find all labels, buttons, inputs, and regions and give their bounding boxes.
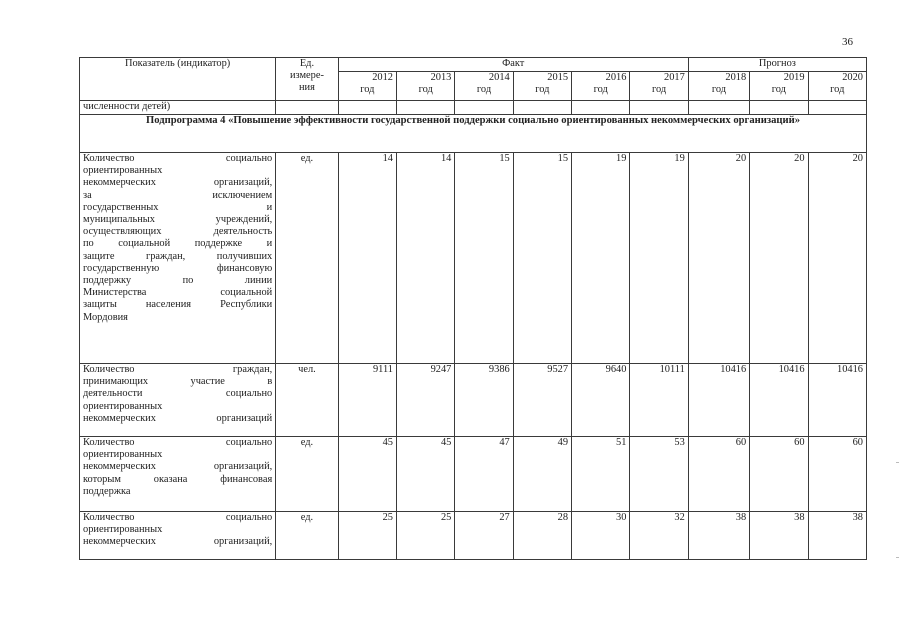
header-year-5: 2017 год: [630, 72, 688, 101]
unit-cell: ед.: [276, 437, 338, 512]
value-cell: 15: [455, 153, 513, 364]
carryover-row: [80, 101, 867, 115]
value-cell: 9640: [572, 364, 630, 437]
value-cell: 49: [513, 437, 571, 512]
header-year-1: 2013 год: [396, 72, 454, 101]
indicator-name: Количество социально ориентированных некоммерческих организаций, за исключением государственных и муниципальных учреждений, осуществляющих деятельность по социальной поддержке и защите граждан, получивших государственную финансовую поддержку по линии Министерства социальной защиты населения Республики Мордовия: [80, 153, 276, 364]
value-cell: 9386: [455, 364, 513, 437]
value-cell: 60: [808, 437, 866, 512]
value-cell: 10416: [808, 364, 866, 437]
data-rows: [80, 153, 867, 560]
table-row: [80, 512, 867, 560]
page-number: 36: [842, 36, 853, 48]
value-cell: 9247: [396, 364, 454, 437]
value-cell: 10416: [688, 364, 749, 437]
value-cell: 10111: [630, 364, 688, 437]
header-indicator: Показатель (индикатор): [80, 58, 276, 101]
value-cell: 9527: [513, 364, 571, 437]
header-year-6: 2018 год: [688, 72, 749, 101]
indicator-name: Количество граждан, принимающих участие в деятельности социально ориентированных некоммерческих организаций: [80, 364, 276, 437]
value-cell: 60: [688, 437, 749, 512]
header-fact: Факт: [338, 58, 688, 72]
header-year-3: 2015 год: [513, 72, 571, 101]
value-cell: 25: [396, 512, 454, 560]
header-year-8: 2020 год: [808, 72, 866, 101]
table-row: [80, 364, 867, 437]
value-cell: 14: [396, 153, 454, 364]
value-cell: 32: [630, 512, 688, 560]
value-cell: 45: [338, 437, 396, 512]
unit-cell: ед.: [276, 512, 338, 560]
table-row: [80, 153, 867, 364]
value-cell: 38: [688, 512, 749, 560]
value-cell: 25: [338, 512, 396, 560]
table-row: [80, 437, 867, 512]
value-cell: 10416: [750, 364, 808, 437]
header-year-2: 2014 год: [455, 72, 513, 101]
header-unit: Ед. измере- ния: [276, 58, 338, 101]
value-cell: 19: [572, 153, 630, 364]
value-cell: 14: [338, 153, 396, 364]
value-cell: 53: [630, 437, 688, 512]
margin-mark: [896, 462, 899, 463]
value-cell: 20: [688, 153, 749, 364]
value-cell: 45: [396, 437, 454, 512]
header-forecast: Прогноз: [688, 58, 866, 72]
header-year-0: 2012 год: [338, 72, 396, 101]
value-cell: 9111: [338, 364, 396, 437]
value-cell: 51: [572, 437, 630, 512]
indicator-name: Количество социально ориентированных некоммерческих организаций, которым оказана финансовая поддержка: [80, 437, 276, 512]
value-cell: 60: [750, 437, 808, 512]
value-cell: 20: [808, 153, 866, 364]
value-cell: 38: [808, 512, 866, 560]
header-year-7: 2019 год: [750, 72, 808, 101]
unit-cell: чел.: [276, 364, 338, 437]
indicator-name: Количество социально ориентированных некоммерческих организаций,: [80, 512, 276, 560]
header-row-top: [80, 58, 867, 72]
indicator-table: [79, 57, 867, 560]
unit-cell: ед.: [276, 153, 338, 364]
section-title: Подпрограмма 4 «Повышение эффективности государственной поддержки социально ориентированных некоммерческих организаций»: [80, 115, 867, 153]
value-cell: 27: [455, 512, 513, 560]
value-cell: 47: [455, 437, 513, 512]
carryover-text: численности детей): [80, 101, 276, 115]
value-cell: 30: [572, 512, 630, 560]
header-year-4: 2016 год: [572, 72, 630, 101]
value-cell: 15: [513, 153, 571, 364]
margin-mark: [896, 557, 899, 558]
section-row: [80, 115, 867, 153]
value-cell: 19: [630, 153, 688, 364]
value-cell: 38: [750, 512, 808, 560]
value-cell: 28: [513, 512, 571, 560]
value-cell: 20: [750, 153, 808, 364]
